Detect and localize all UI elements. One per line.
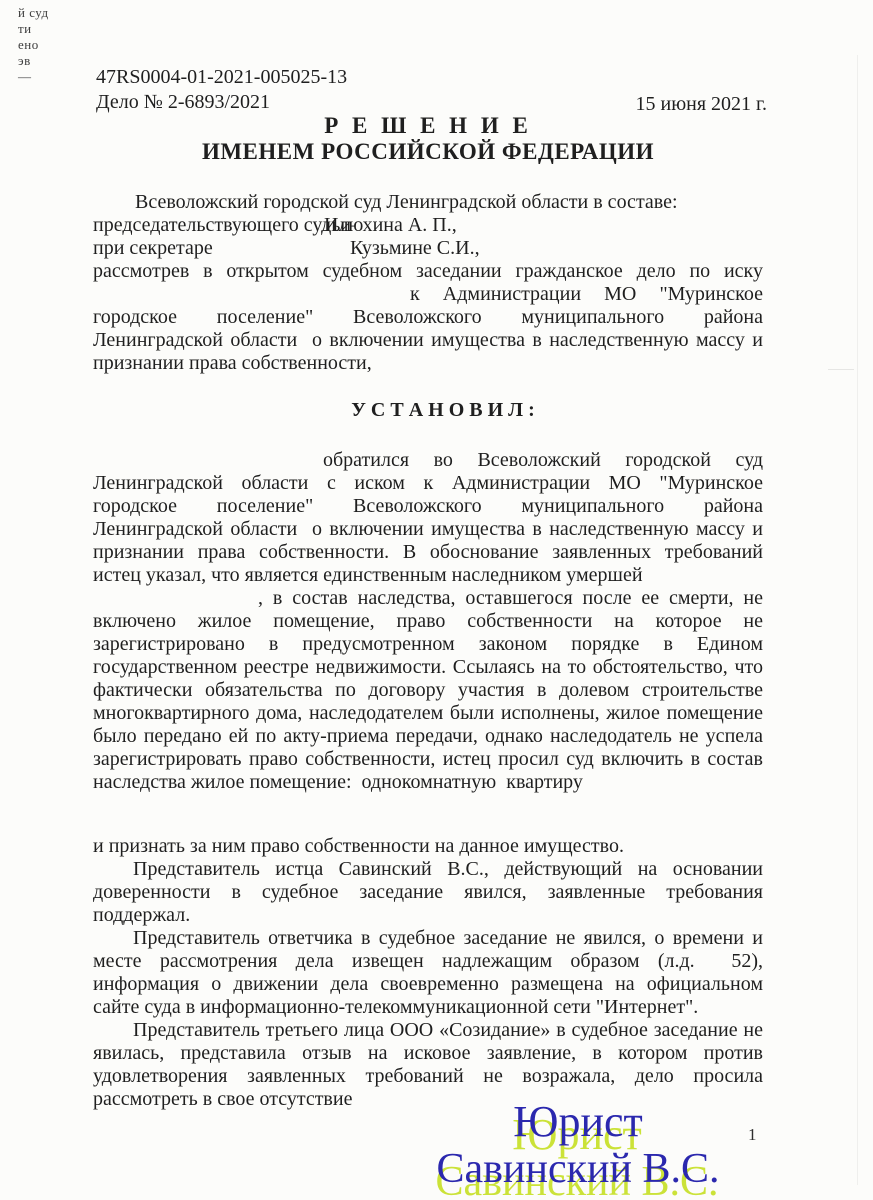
text-line: Ленинградской области о включении имущества в наследственную массу и xyxy=(93,518,763,540)
text-line: Представитель ответчика в судебное заседание не явился, о времени и xyxy=(133,927,763,949)
text-line: городское поселение" Всеволожского муниципального района xyxy=(93,306,763,328)
case-number-label: Дело № 2-6893/2021 xyxy=(96,91,271,113)
document-title-block xyxy=(93,113,763,165)
text-line: рассмотреть в свое отсутствие xyxy=(93,1088,353,1110)
text-line: зарегистрировано в предусмотренном законом порядке в Едином xyxy=(93,633,763,655)
text-line: включено жилое помещение, право собственности на которое не xyxy=(93,610,763,632)
text-line: месте рассмотрения дела извещен надлежащим образом (л.д. 52), xyxy=(93,950,763,972)
watermark-line-jurist: Юрист xyxy=(513,1097,643,1146)
text-line: государственном реестре недвижимости. Ссылаясь на то обстоятельство, что xyxy=(93,656,763,678)
text-line: признании права собственности, xyxy=(93,352,372,374)
text-line: удовлетворения заявленных требований не возражала, дело просила xyxy=(93,1065,763,1087)
page-number: 1 xyxy=(748,1125,757,1144)
text-line: сайте суда в информационно-телекоммуникационной сети "Интернет". xyxy=(93,996,699,1018)
text-line: доверенности в судебное заседание явился, заявленные требования xyxy=(93,881,763,903)
text-line: обратился во Всеволожский городской суд xyxy=(323,449,763,471)
text-line: явилась, представила отзыв на исковое заявление, в котором против xyxy=(93,1042,763,1064)
text-line xyxy=(93,237,763,260)
text-part: Кузьмине С.И., xyxy=(350,237,480,259)
text-line: информация о движении дела своевременно размещена на официальном xyxy=(93,973,763,995)
text-line: фактически обязательства по договору участия в долевом строительстве xyxy=(93,679,763,701)
text-line: У С Т А Н О В И Л : xyxy=(351,399,535,421)
case-uid: 47RS0004-01-2021-005025-13 xyxy=(96,66,348,88)
text-line: Представитель третьего лица ООО «Созидание» в судебное заседание не xyxy=(133,1019,763,1041)
text-line: многоквартирного дома, наследодателем были исполнены, жилое помещение xyxy=(93,702,763,724)
text-part: Илюхина А. П., xyxy=(324,214,457,236)
text-line xyxy=(93,214,763,237)
title-in-the-name-of-rf: ИМЕНЕМ РОССИЙСКОЙ ФЕДЕРАЦИИ xyxy=(201,139,655,164)
text-line: Представитель истца Савинский В.С., действующий на основании xyxy=(133,858,763,880)
watermark-line-name: Савинский В.С. xyxy=(436,1146,720,1192)
text-line: зарегистрировать право собственности, истец просил суд включить в состав xyxy=(93,748,763,770)
scan-fragment-text: ено xyxy=(18,37,39,52)
text-line: было передано ей по акту-приема передачи, однако наследодатель не успела xyxy=(93,725,763,747)
text-line: истец указал, что является единственным наследником умершей xyxy=(93,564,643,586)
text-line: городское поселение" Всеволожского муниципального района xyxy=(93,495,763,517)
scan-fragment-text: — xyxy=(18,69,32,84)
lawyer-watermark xyxy=(363,1098,793,1192)
text-part: председательствующего судьи xyxy=(93,214,352,236)
text-line: Ленинградской области с иском к Администрации МО "Муринское xyxy=(93,472,763,494)
text-line: рассмотрев в открытом судебном заседании гражданское дело по иску xyxy=(93,260,763,282)
text-line: наследства жилое помещение: однокомнатную квартиру xyxy=(93,771,583,793)
text-line: Всеволожский городской суд Ленинградской области в составе: xyxy=(135,191,678,213)
title-decision: Р Е Ш Е Н И Е xyxy=(324,113,532,138)
text-line: и признать за ним право собственности на данное имущество. xyxy=(93,835,624,857)
scan-edge-text-fragments xyxy=(18,5,49,85)
text-line: Ленинградской области о включении имущества в наследственную массу и xyxy=(93,329,763,351)
text-line: , в состав наследства, оставшегося после ее смерти, не xyxy=(258,587,763,609)
document-body xyxy=(93,191,763,1111)
scan-fragment-text: й суд xyxy=(18,5,49,20)
scan-edge-smudge xyxy=(828,369,854,370)
scan-fragment-text: эв xyxy=(18,53,31,68)
scan-fragment-text: ти xyxy=(18,21,32,36)
text-part: при секретаре xyxy=(93,237,213,259)
scan-page-edge-line xyxy=(857,55,858,1185)
decision-date: 15 июня 2021 г. xyxy=(635,93,767,115)
text-line: к Администрации МО "Муринское xyxy=(410,283,763,305)
text-line: поддержал. xyxy=(93,904,191,926)
text-line: признании права собственности. В обоснование заявленных требований xyxy=(93,541,763,563)
